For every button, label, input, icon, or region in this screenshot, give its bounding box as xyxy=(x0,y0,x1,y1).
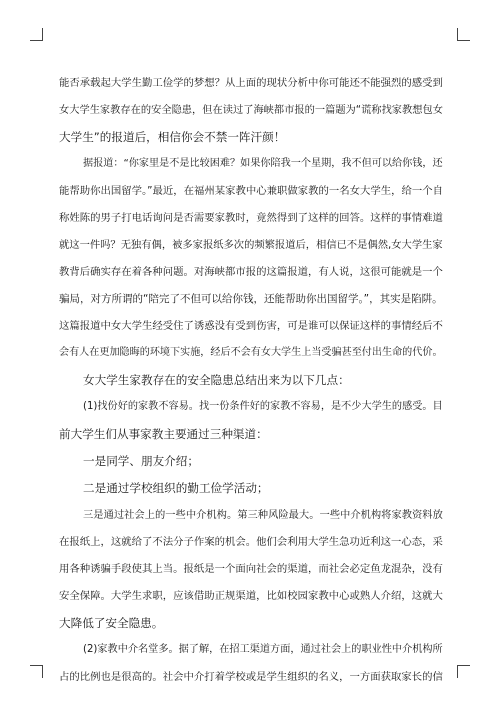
text-line: 大降低了安全隐患。 xyxy=(59,616,164,630)
text-line: 会有人在更加隐晦的环境下实施，经后不会有女大学生上当受骗甚至付出生命的代价。 xyxy=(59,347,443,358)
text-line: (2)家教中介名堂多。据了解，在招工渠道方面，通过社会上的职业性中介机构所 xyxy=(83,644,443,655)
crop-mark-bottom-left xyxy=(30,665,43,678)
text-line: 用各种诱骗手段使其上当。报纸是一个面向社会的渠道，而社会必定鱼龙混杂，没有 xyxy=(59,563,443,575)
text-line: 称姓陈的男子打电话询问是否需要家教时，竟然得到了这样的回答。这样的事情难道 xyxy=(59,212,443,224)
text-line: 骗局，对方所谓的“陪完了不但可以给你钱，还能帮助你出国留学。”，其实是陷阱。 xyxy=(59,293,443,305)
text-line: 教背后确实存在着各种问题。对海峡都市报的这篇报道，有人说，这很可能就是一个 xyxy=(59,266,443,278)
text-line: 这篇报道中女大学生经受住了诱惑没有受到伤害，可是谁可以保证这样的事情经后不 xyxy=(59,320,443,332)
text-line: 占的比例也是很高的。社会中介打着学校或是学生组织的名义，一方面获取家长的信 xyxy=(59,671,443,683)
text-line: 在报纸上，这就给了不法分子作案的机会。他们会利用大学生急功近利这一心态，采 xyxy=(59,536,443,548)
text-line: (1)找份好的家教不容易。找一份条件好的家教不容易，是不少大学生的感受。目 xyxy=(83,401,443,412)
crop-mark-bottom-right xyxy=(457,665,470,678)
text-line: 据报道：“你家里是不是比较困难？如果你陪我一个星期，我不但可以给你钱，还 xyxy=(83,158,443,169)
text-line: 前大学生们从事家教主要通过三种渠道： xyxy=(59,427,268,441)
text-line: 安全保障。大学生求职，应该借助正规渠道，比如校园家教中心或熟人介绍，这就大 xyxy=(59,590,443,602)
text-line: 二是通过学校组织的勤工俭学活动； xyxy=(83,481,269,495)
text-line: 能帮助你出国留学。”最近，在福州某家教中心兼职做家教的一名女大学生，给一个自 xyxy=(59,185,444,197)
text-line: 三是通过社会上的一些中介机构。第三种风险最大。一些中介机构将家教资料放 xyxy=(83,509,443,521)
text-line: 能否承载起大学生勤工俭学的梦想？从上面的现状分析中你可能还不能强烈的感受到 xyxy=(59,77,443,89)
crop-mark-top-right xyxy=(457,28,470,41)
text-line: 就这一件吗？无独有偶，被多家报纸多次的频繁报道后，相信已不是偶然,女大学生家 xyxy=(59,239,443,251)
text-line: 大学生”的报道后，相信你会不禁一阵汗颜！ xyxy=(59,130,286,144)
crop-mark-top-left xyxy=(30,28,43,41)
text-line: 一是同学、朋友介绍； xyxy=(83,454,199,468)
text-line: 女大学生家教存在的安全隐患总结出来为以下几点： xyxy=(83,373,350,387)
text-line: 女大学生家教存在的安全隐患，但在读过了海峡都市报的一篇题为“谎称找家教想包女 xyxy=(59,104,443,116)
